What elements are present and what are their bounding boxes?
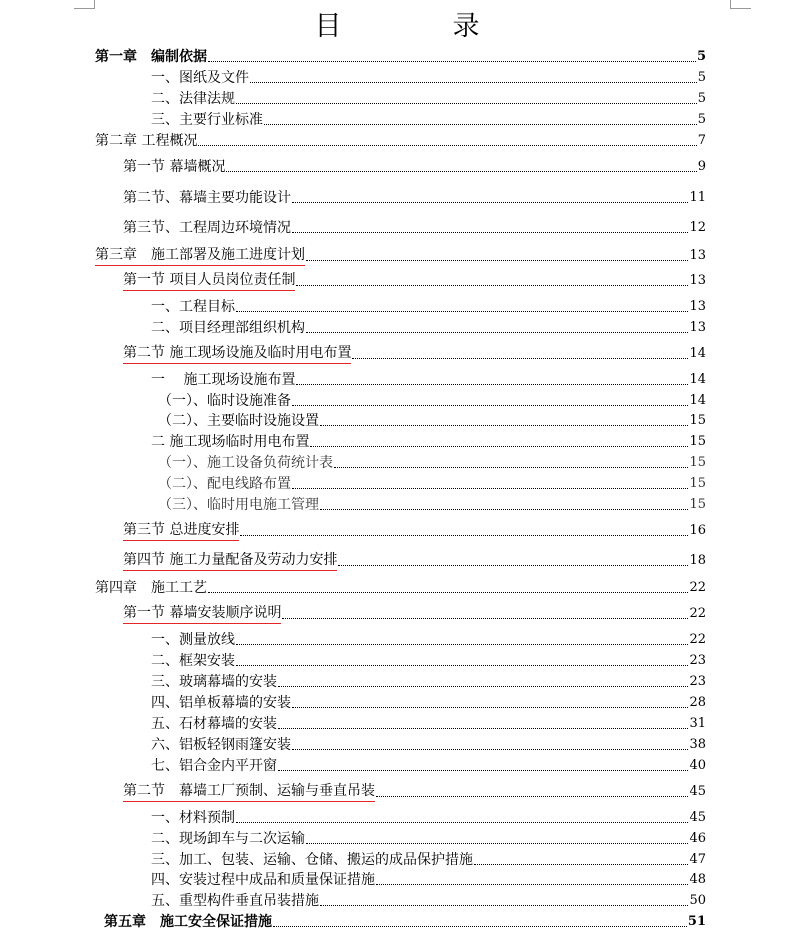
toc-dot-leader: [306, 260, 688, 261]
toc-dot-leader: [296, 285, 688, 286]
toc-entry-title: 一、工程目标: [151, 299, 235, 315]
toc-entry-title: （二）、配电线路布置: [158, 476, 291, 492]
toc-entry-title: 第三章 施工部署及施工进度计划: [95, 245, 305, 266]
toc-dot-leader: [376, 884, 688, 885]
toc-entry-title: 第二节、幕墙主要功能设计: [123, 190, 291, 206]
toc-entry-title: 一 施工现场设施布置: [151, 372, 296, 388]
toc-page-number: 15: [689, 476, 706, 491]
toc-page-number: 7: [697, 133, 706, 148]
toc-page-number: 18: [689, 553, 706, 568]
toc-page-number: 48: [689, 872, 706, 887]
toc-page-number: 5: [697, 70, 706, 85]
toc-page-number: 22: [689, 580, 706, 595]
toc-page-number: 5: [697, 112, 706, 127]
page-title: 目 录: [314, 11, 522, 42]
toc-entry[interactable]: [123, 604, 706, 624]
toc-entry[interactable]: [95, 47, 706, 67]
toc-entry-title: 四、铝单板幕墙的安装: [151, 695, 291, 711]
toc-entry[interactable]: [158, 474, 706, 494]
toc-page-number: 15: [689, 413, 706, 428]
toc-entry[interactable]: [158, 453, 706, 473]
toc-page-number: 31: [689, 716, 706, 731]
toc-page-number: 5: [697, 91, 706, 106]
toc-entry-title: 第四章 施工工艺: [95, 580, 207, 596]
toc-entry-title: （二）、主要临时设施设置: [158, 413, 319, 429]
toc-page-number: 13: [689, 248, 706, 263]
toc-entry-title: 二、框架安装: [151, 653, 235, 669]
toc-entry[interactable]: [151, 714, 706, 734]
toc-entry[interactable]: [158, 411, 706, 431]
toc-entry[interactable]: [123, 271, 706, 291]
toc-entry-title: 第三节 总进度安排: [123, 520, 239, 541]
toc-dot-leader: [208, 61, 696, 62]
toc-entry[interactable]: [123, 782, 706, 802]
toc-dot-leader: [236, 665, 688, 666]
toc-entry-title: 第一节 幕墙安装顺序说明: [123, 603, 281, 624]
toc-dot-leader: [292, 707, 688, 708]
toc-page-number: 51: [687, 914, 706, 929]
toc-entry[interactable]: [95, 131, 706, 151]
toc-dot-leader: [198, 145, 696, 146]
toc-entry[interactable]: [123, 157, 706, 177]
toc-entry-title: 二 施工现场临时用电布置: [151, 434, 310, 450]
toc-entry-title: 第三节、工程周边环境情况: [123, 220, 291, 236]
toc-entry[interactable]: [151, 89, 706, 109]
toc-entry-title: 第二节 幕墙工厂预制、运输与垂直吊装: [123, 781, 375, 802]
toc-entry[interactable]: [151, 829, 706, 849]
toc-entry[interactable]: [151, 693, 706, 713]
toc-page-number: 38: [689, 737, 706, 752]
toc-entry-title: 一、材料预制: [151, 810, 235, 826]
toc-entry[interactable]: [151, 297, 706, 317]
toc-dot-leader: [306, 843, 688, 844]
toc-entry[interactable]: [151, 110, 706, 130]
toc-entry-title: 二、现场卸车与二次运输: [151, 831, 305, 847]
toc-entry[interactable]: [123, 344, 706, 364]
toc-entry-title: 第四节 施工力量配备及劳动力安排: [123, 550, 337, 571]
toc-page-number: 23: [689, 653, 706, 668]
toc-entry[interactable]: [151, 808, 706, 828]
toc-entry[interactable]: [151, 651, 706, 671]
toc-dot-leader: [236, 103, 697, 104]
toc-entry-title: 五、重型构件垂直吊装措施: [151, 893, 319, 909]
toc-entry-title: 第一节 幕墙概况: [123, 159, 226, 175]
toc-dot-leader: [226, 171, 696, 172]
toc-dot-leader: [292, 749, 688, 750]
toc-page-number: 46: [689, 831, 706, 846]
toc-dot-leader: [320, 509, 688, 510]
toc-dot-leader: [292, 405, 688, 406]
toc-page-number: 11: [689, 190, 706, 205]
toc-page-number: 22: [689, 606, 706, 621]
toc-entry[interactable]: [123, 521, 706, 541]
toc-entry[interactable]: [158, 495, 706, 515]
toc-entry-title: （三）、临时用电施工管理: [158, 497, 319, 513]
toc-dot-leader: [296, 384, 688, 385]
toc-entry-title: 二、项目经理部组织机构: [151, 320, 305, 336]
toc-entry[interactable]: [95, 578, 706, 598]
toc-entry[interactable]: [151, 672, 706, 692]
toc-dot-leader: [320, 425, 688, 426]
toc-dot-leader: [236, 644, 688, 645]
toc-dot-leader: [240, 535, 688, 536]
toc-dot-leader: [306, 332, 688, 333]
toc-page-number: 14: [689, 372, 706, 387]
toc-page-number: 5: [696, 49, 706, 64]
toc-entry[interactable]: [151, 756, 706, 776]
toc-entry-title: 第二章 工程概况: [95, 133, 198, 149]
toc-dot-leader: [292, 202, 688, 203]
toc-page-number: 13: [689, 273, 706, 288]
toc-entry-title: 第一节 项目人员岗位责任制: [123, 270, 295, 291]
toc-entry-title: 三、主要行业标准: [151, 112, 263, 128]
toc-dot-leader: [310, 446, 688, 447]
toc-page-number: 15: [689, 497, 706, 512]
toc-page-number: 45: [689, 810, 706, 825]
toc-entry-title: 二、法律法规: [151, 91, 235, 107]
toc-entry[interactable]: [95, 246, 706, 266]
toc-entry-title: 五、石材幕墙的安装: [151, 716, 277, 732]
toc-page-number: 50: [689, 893, 706, 908]
toc-dot-leader: [338, 565, 688, 566]
toc-entry-title: 一、图纸及文件: [151, 70, 249, 86]
toc-entry[interactable]: [151, 850, 706, 870]
toc-dot-leader: [236, 311, 688, 312]
toc-entry-title: 七、铝合金内平开窗: [151, 758, 277, 774]
toc-entry[interactable]: [151, 318, 706, 338]
toc-dot-leader: [282, 618, 688, 619]
toc-page-number: 15: [689, 455, 706, 470]
toc-entry-title: 第二节 施工现场设施及临时用电布置: [123, 343, 351, 364]
toc-page-number: 13: [689, 299, 706, 314]
toc-entry-title: 三、加工、包装、运输、仓储、搬运的成品保护措施: [151, 852, 473, 868]
toc-dot-leader: [236, 822, 688, 823]
toc-entry[interactable]: [104, 912, 706, 932]
toc-dot-leader: [376, 796, 688, 797]
toc-dot-leader: [320, 905, 688, 906]
toc-dot-leader: [474, 864, 688, 865]
toc-dot-leader: [334, 467, 688, 468]
toc-page-number: 14: [689, 346, 706, 361]
toc-page-number: 16: [689, 523, 706, 538]
toc-page-number: 14: [689, 393, 706, 408]
toc-page-number: 45: [689, 784, 706, 799]
toc-entry[interactable]: [123, 188, 706, 208]
toc-page-number: 13: [689, 320, 706, 335]
toc-entry-title: 第五章 施工安全保证措施: [104, 914, 272, 930]
toc-entry-title: （一）、施工设备负荷统计表: [158, 455, 333, 471]
toc-entry[interactable]: [151, 630, 706, 650]
toc-entry[interactable]: [151, 68, 706, 88]
toc-dot-leader: [292, 488, 688, 489]
toc-dot-leader: [264, 124, 697, 125]
toc-dot-leader: [278, 770, 688, 771]
toc-page-number: 15: [689, 434, 706, 449]
toc-entry-title: 六、铝板轻钢雨篷安装: [151, 737, 291, 753]
toc-page-number: 22: [689, 632, 706, 647]
toc-entry-title: 四、安装过程中成品和质量保证措施: [151, 872, 375, 888]
toc-entry-title: 三、玻璃幕墙的安装: [151, 674, 277, 690]
toc-entry[interactable]: [151, 432, 706, 452]
toc-dot-leader: [292, 232, 688, 233]
toc-entry-title: 第一章 编制依据: [95, 49, 207, 65]
toc-dot-leader: [352, 358, 688, 359]
toc-entry[interactable]: [151, 735, 706, 755]
toc-entry[interactable]: [123, 218, 706, 238]
toc-page-number: 47: [689, 852, 706, 867]
toc-page-number: 28: [689, 695, 706, 710]
toc-entry[interactable]: [158, 391, 706, 411]
toc-entry[interactable]: [151, 370, 706, 390]
toc-dot-leader: [278, 728, 688, 729]
toc-dot-leader: [208, 592, 688, 593]
toc-dot-leader: [273, 926, 687, 927]
toc-entry-title: （一）、临时设施准备: [158, 393, 291, 409]
toc-entry[interactable]: [123, 551, 706, 571]
toc-dot-leader: [250, 82, 697, 83]
toc-page-number: 40: [689, 758, 706, 773]
toc-entry[interactable]: [151, 870, 706, 890]
toc-entry[interactable]: [151, 891, 706, 911]
toc-dot-leader: [278, 686, 688, 687]
toc-page-number: 9: [697, 159, 706, 174]
toc-entry-title: 一、测量放线: [151, 632, 235, 648]
toc-page-number: 23: [689, 674, 706, 689]
toc-page-number: 12: [689, 220, 706, 235]
